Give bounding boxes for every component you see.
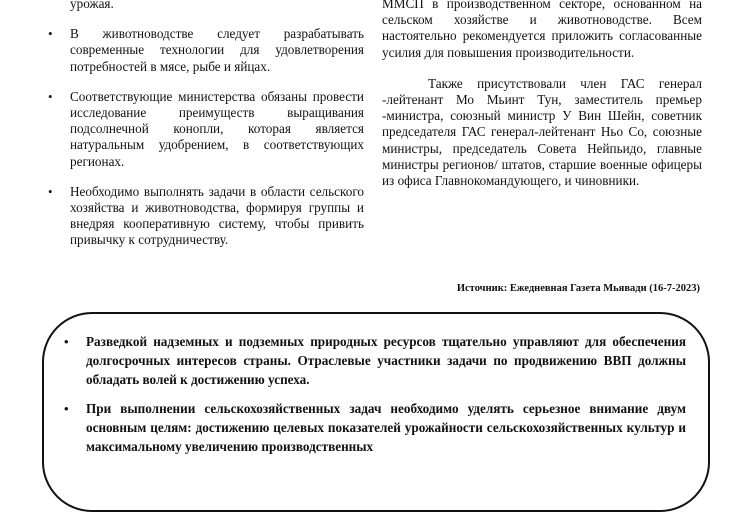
body-paragraph: Также присутствовали член ГАС генерал -лейтенант Мо Мьинт Тун, заместитель премьер -министра, союзный министр У Вин Шейн, советник председателя ГАС генерал-лейтенант Ньо Со, союзные министры, председатель Совета Нейпьидо, главные министры регионов/ штатов, старшие военные офицеры из офиса Главнокомандующего, и чиновники. — [382, 75, 702, 189]
list-item-text: Необходимо выполнять задачи в области сельского хозяйства и животноводства, формируя группы и внедряя кооперативную систему, чтобы привить привычку к сотрудничеству. — [70, 183, 364, 248]
right-column — [382, 0, 702, 189]
source-citation: Источник: Ежедневная Газета Мьявади (16-7-2023) — [456, 283, 700, 294]
list-item-text: урожая. — [70, 0, 114, 11]
list-item-text: Разведкой надземных и подземных природных ресурсов тщательно управляют для обеспечения долгосрочных интересов страны. Отраслевые участники задачи по продвижению ВВП должны обладать волей к достижению успеха. — [86, 334, 686, 387]
left-bullet-list — [46, 0, 364, 249]
list-item — [62, 332, 686, 389]
list-item — [46, 0, 364, 12]
highlight-bullet-list — [62, 332, 686, 466]
list-item-text: В животноводстве следует разрабатывать современные технологии для удовлетворения потребностей в мясе, рыбе и яйцах. — [70, 26, 364, 74]
left-column — [46, 0, 364, 263]
list-item — [46, 26, 364, 75]
highlight-box — [42, 312, 710, 512]
list-item-text: Соответствующие министерства обязаны провести исследование преимуществ выращивания подсолнечной конопли, которая является натуральным удобрением, в соответствующих регионах. — [70, 88, 364, 169]
list-item — [62, 399, 686, 456]
list-item — [46, 184, 364, 249]
body-paragraph: ММСП в производственном секторе, основанном на сельском хозяйстве и животноводстве. Всем настоятельно рекомендуется приложить согласованные усилия для повышения производительности. — [382, 0, 702, 60]
list-item — [46, 89, 364, 170]
list-item-text: При выполнении сельскохозяйственных задач необходимо уделять серьезное внимание двум основным целям: достижению целевых показателей урожайности сельскохозяйственных культур и максимальному увеличению производственных — [86, 401, 686, 454]
